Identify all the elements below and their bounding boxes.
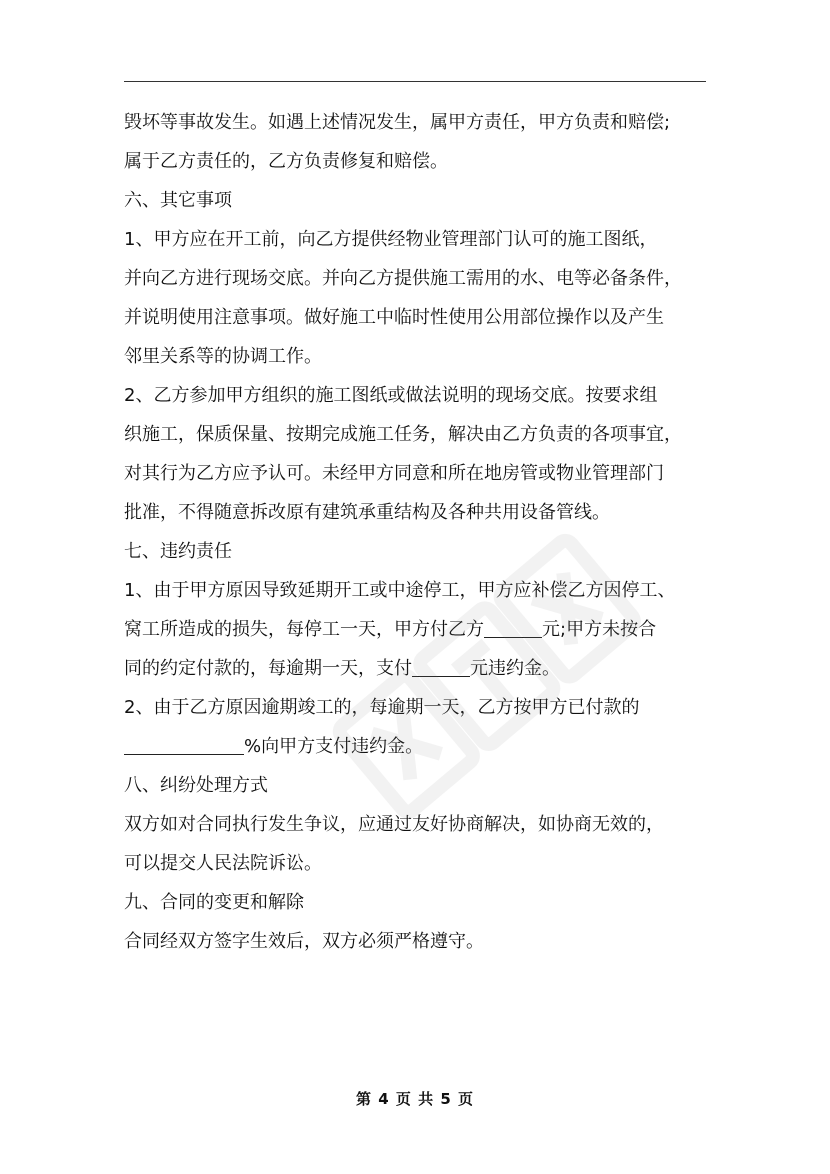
text-line: 1、由于甲方原因导致延期开工或中途停工，甲方应补偿乙方因停工、 (124, 580, 676, 601)
text-line-with-blank (124, 727, 714, 766)
text-segment: %向甲方支付违约金。 (244, 736, 424, 757)
fill-in-blank (124, 734, 244, 755)
text-line: 毁坏等事故发生。如遇上述情况发生，属甲方责任，甲方负责和赔偿; (124, 112, 671, 133)
text-line: 属于乙方责任的，乙方负责修复和赔偿。 (124, 151, 448, 172)
text-line-with-blank (124, 610, 714, 649)
text-line: 批准，不得随意拆改原有建筑承重结构及各种共用设备管线。 (124, 502, 610, 523)
text-segment: 窝工所造成的损失，每停工一天，甲方付乙方 (124, 619, 484, 640)
text-segment: 元;甲方未按合 (542, 619, 657, 640)
text-segment: 同的约定付款的，每逾期一天，支付 (124, 658, 412, 679)
text-line: 并说明使用注意事项。做好施工中临时性使用公用部位操作以及产生 (124, 307, 664, 328)
fill-in-blank (412, 656, 470, 677)
text-line: 合同经双方签字生效后，双方必须严格遵守。 (124, 931, 484, 952)
text-line: 双方如对合同执行发生争议，应通过友好协商解决，如协商无效的， (124, 814, 664, 835)
section-heading: 七、违约责任 (124, 541, 232, 562)
text-line: 对其行为乙方应予认可。未经甲方同意和所在地房管或物业管理部门 (124, 463, 664, 484)
header-rule (124, 81, 706, 82)
text-line: 可以提交人民法院诉讼。 (124, 853, 322, 874)
fill-in-blank (484, 617, 542, 638)
section-heading: 九、合同的变更和解除 (124, 892, 304, 913)
text-line: 2、由于乙方原因逾期竣工的，每逾期一天，乙方按甲方已付款的 (124, 697, 640, 718)
text-segment: 元违约金。 (470, 658, 560, 679)
text-line: 2、乙方参加甲方组织的施工图纸或做法说明的现场交底。按要求组 (124, 385, 658, 406)
page-number: 第 4 页 共 5 页 (356, 1090, 474, 1108)
document-body (124, 103, 714, 961)
section-heading: 八、纠纷处理方式 (124, 775, 268, 796)
page-footer (0, 1088, 830, 1109)
text-line: 并向乙方进行现场交底。并向乙方提供施工需用的水、电等必备条件， (124, 268, 682, 289)
section-heading: 六、其它事项 (124, 190, 232, 211)
text-line: 邻里关系等的协调工作。 (124, 346, 322, 367)
text-line: 1、甲方应在开工前，向乙方提供经物业管理部门认可的施工图纸， (124, 229, 658, 250)
text-line-with-blank (124, 649, 714, 688)
text-line: 织施工，保质保量、按期完成施工任务，解决由乙方负责的各项事宜， (124, 424, 682, 445)
